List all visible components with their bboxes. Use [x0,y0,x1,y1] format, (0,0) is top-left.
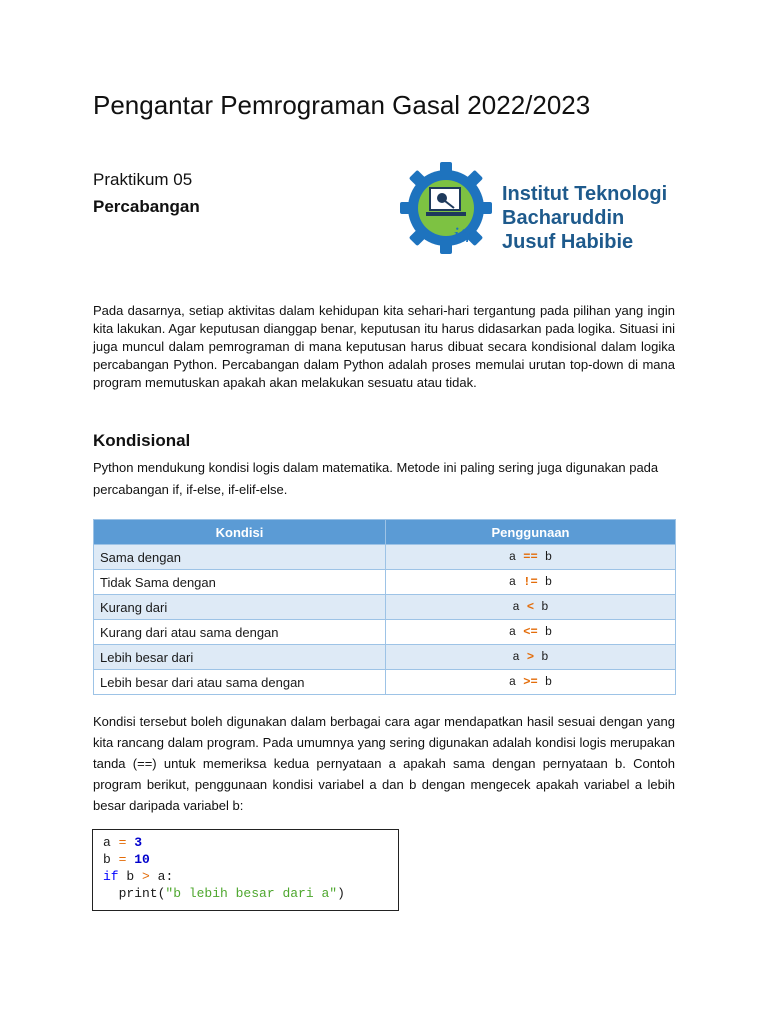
operator: >= [523,675,538,689]
logo-mark-text: ith [453,222,477,247]
table-cell-kondisi: Lebih besar dari atau sama dengan [94,670,386,695]
code-line: b = 10 [103,852,150,867]
page-title: Pengantar Pemrograman Gasal 2022/2023 [93,90,591,120]
section-heading: Kondisional [93,431,191,450]
table-cell-kondisi: Kurang dari atau sama dengan [94,620,386,645]
table-row [94,670,676,695]
table-row [94,570,676,595]
operator: != [523,575,538,589]
explanation-paragraph: Kondisi tersebut boleh digunakan dalam berbagai cara agar mendapatkan hasil sesuai dengan yang kita rancang dalam program. Pada umumnya yang sering digunakan adalah kondisi logis merupakan tanda (==) untuk memeriksa kedua pernyataan a apakah sama dengan pernyataan b. Contoh program berikut, penggunaan kondisi variabel a dan b dengan mengecek apakah variabel a lebih besar daripada variabel b: [93,714,675,813]
table-row [94,620,676,645]
conditions-table [93,519,676,695]
table-cell-usage: a <= b [386,620,676,645]
code-block [92,829,399,911]
operator: == [523,550,538,564]
code-line: a = 3 [103,835,143,850]
code-line: print("b lebih besar dari a") [103,886,345,901]
table-header-kondisi: Kondisi [94,520,386,545]
section-paragraph: Python mendukung kondisi logis dalam matematika. Metode ini paling sering juga digunakan pada percabangan if, if-else, if-elif-else. [93,460,659,497]
table-header-penggunaan: Penggunaan [386,520,676,545]
table-row [94,645,676,670]
table-cell-usage: a == b [386,545,676,570]
table-cell-usage: a < b [386,595,676,620]
table-cell-usage: a != b [386,570,676,595]
logo-text [502,182,667,254]
table-cell-kondisi: Tidak Sama dengan [94,570,386,595]
institution-logo [398,158,683,258]
table-cell-kondisi: Kurang dari [94,595,386,620]
operator: <= [523,625,538,639]
table-row [94,545,676,570]
topic-title: Percabangan [93,197,200,216]
operator: < [526,600,535,614]
table-cell-usage: a > b [386,645,676,670]
table-cell-kondisi: Lebih besar dari [94,645,386,670]
table-row [94,595,676,620]
code-line: if b > a: [103,869,174,884]
logo-line: Jusuf Habibie [502,231,634,253]
gear-logo-icon [398,158,498,258]
operator: > [526,650,535,664]
intro-paragraph: Pada dasarnya, setiap aktivitas dalam kehidupan kita sehari-hari tergantung pada pilihan yang ingin kita lakukan. Agar keputusan dianggap benar, keputusan itu harus didasarkan pada logika. Situasi ini juga muncul dalam pemrograman di mana keputusan harus dibuat secara kondisional dalam logika percabangan Python. Percabangan dalam Python adalah proses memulai urutan top-down di mana program memutuskan apakah akan melakukan sesuatu atau tidak. [93,303,675,390]
table-cell-usage: a >= b [386,670,676,695]
table-cell-kondisi: Sama dengan [94,545,386,570]
logo-line: Bacharuddin [502,207,625,229]
practicum-label: Praktikum 05 [93,170,193,189]
logo-line: Institut Teknologi [502,183,668,205]
